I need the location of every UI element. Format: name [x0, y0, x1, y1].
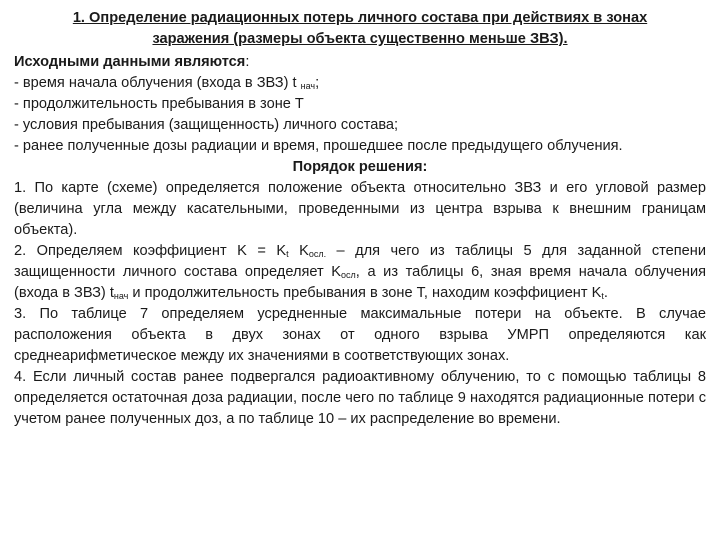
- subscript: t: [601, 291, 604, 301]
- subscript: осл: [341, 270, 356, 280]
- step-text: 2. Определяем коэффициент K = K: [14, 243, 287, 259]
- solution-section: [14, 157, 706, 430]
- given-heading: Исходными данными являются: [14, 54, 246, 70]
- step-text: и продолжительность пребывания в зоне T, находим коэффициент K: [128, 285, 602, 301]
- subscript: осл.: [308, 249, 327, 259]
- solution-step-2: [14, 241, 706, 304]
- step-text: , а из таблицы 6, зная время начала облучения (входа в ЗВЗ) t: [14, 264, 706, 301]
- given-heading-suffix: :: [245, 54, 250, 70]
- subscript: t: [286, 249, 289, 259]
- given-section: [14, 52, 706, 157]
- solution-step-4: 4. Если личный состав ранее подвергался радиоактивному облучению, то с помощью таблицы 8 определяется остаточная доза радиации, после чего по таблице 9 находятся радиационные потери с учетом ранее полученных доз, а по таблице 10 – их распределение во времени.: [14, 369, 706, 427]
- given-heading-line: [14, 52, 706, 73]
- solution-heading: Порядок решения:: [292, 159, 428, 175]
- solution-step-1: 1. По карте (схеме) определяется положение объекта относительно ЗВЗ и его угловой размер (величина угла между касательными, проведенными из центра взрыва к внешним границам объекта).: [14, 180, 706, 238]
- page-title: 1. Определение радиационных потерь личного состава при действиях в зонах заражения (размеры объекта существенно меньше ЗВЗ).: [72, 10, 648, 47]
- step-text: .: [603, 285, 608, 301]
- given-item-conditions: - условия пребывания (защищенность) личного состава;: [14, 117, 399, 133]
- given-item-start-time: [14, 73, 706, 94]
- step-text: K: [288, 243, 309, 259]
- document-page: [14, 8, 706, 430]
- subscript: нач: [113, 291, 129, 301]
- given-item-previous-doses: - ранее полученные дозы радиации и время, прошедшее после предыдущего облучения.: [14, 138, 623, 154]
- given-item-text: - время начала облучения (входа в ЗВЗ) t: [14, 75, 297, 91]
- subscript: нач: [300, 81, 316, 91]
- step-text: – для чего из таблицы 5 для заданной степени защищенности личного состава определяет K: [14, 243, 706, 280]
- solution-step-3: 3. По таблице 7 определяем усредненные максимальные потери на объекте. В случае расположения объекта в двух зонах от одного взрыва УМРП определяются как среднеарифметическое между их значениями в соответствующих зонах.: [14, 306, 706, 364]
- given-item-text: ;: [315, 75, 320, 91]
- given-item-duration: - продолжительность пребывания в зоне T: [14, 96, 304, 112]
